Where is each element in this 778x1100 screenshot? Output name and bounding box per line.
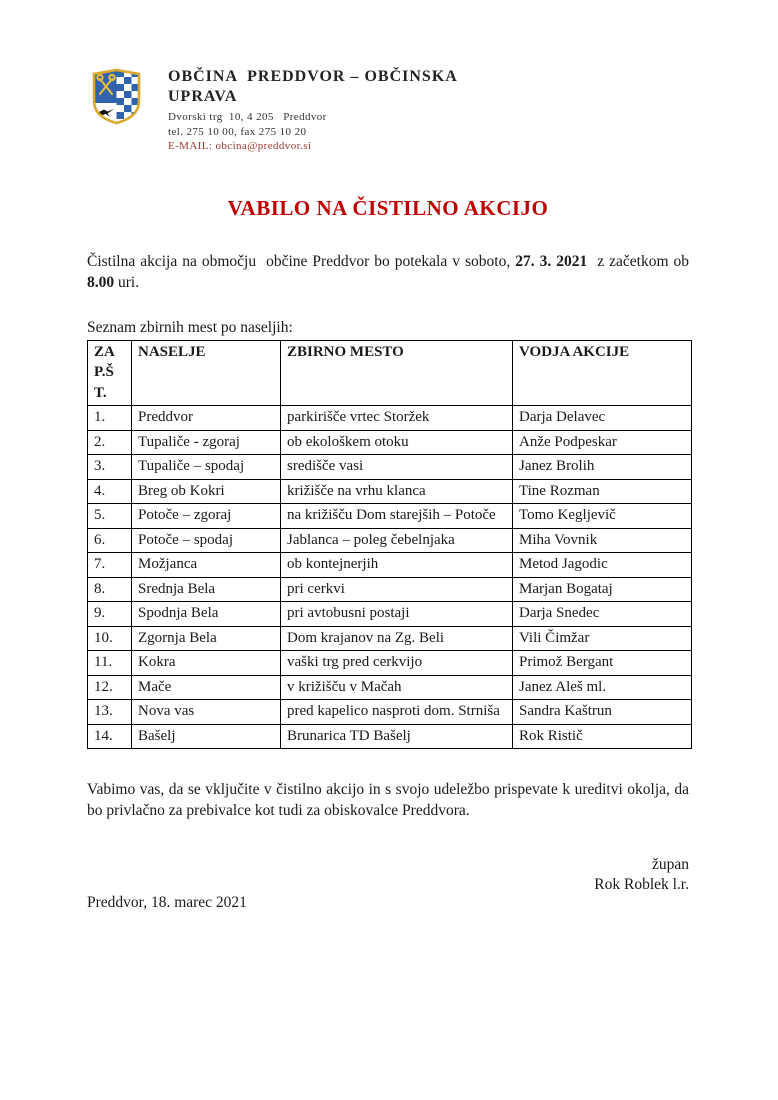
table-row (88, 406, 692, 431)
table-cell: Darja Delavec (513, 406, 692, 431)
table-cell: Mače (132, 675, 281, 700)
org-name-line2: UPRAVA (168, 88, 238, 105)
dateline: Preddvor, 18. marec 2021 (87, 894, 247, 911)
table-cell: ob kontejnerjih (281, 553, 513, 578)
column-header-settlement: NASELJE (132, 340, 281, 406)
table-row (88, 528, 692, 553)
table-cell: Anže Podpeskar (513, 430, 692, 455)
intro-time: 8.00 (87, 273, 115, 291)
table-cell: na križišču Dom starejših – Potoče (281, 504, 513, 529)
phone-line: tel. 275 10 00, fax 275 10 20 (168, 125, 307, 138)
table-cell: 3. (88, 455, 132, 480)
table-cell: Zgornja Bela (132, 626, 281, 651)
table-cell: 6. (88, 528, 132, 553)
table-cell: 11. (88, 651, 132, 676)
table-cell: Spodnja Bela (132, 602, 281, 627)
table-cell: Nova vas (132, 700, 281, 725)
document-content (87, 0, 693, 913)
collection-points-table (87, 340, 692, 750)
table-row (88, 724, 692, 749)
table-caption: Seznam zbirnih mest po naseljih: (87, 318, 293, 336)
table-cell: Jablanca – poleg čebelnjaka (281, 528, 513, 553)
document-title: VABILO NA ČISTILNO AKCIJO (227, 195, 549, 220)
table-cell: Primož Bergant (513, 651, 692, 676)
table-cell: Potoče – zgoraj (132, 504, 281, 529)
table-cell: Miha Vovnik (513, 528, 692, 553)
table-cell: ob ekološkem otoku (281, 430, 513, 455)
table-cell: pri avtobusni postaji (281, 602, 513, 627)
table-row (88, 651, 692, 676)
table-row (88, 504, 692, 529)
table-cell: 5. (88, 504, 132, 529)
table-cell: Brunarica TD Bašelj (281, 724, 513, 749)
table-cell: pri cerkvi (281, 577, 513, 602)
signature-block (87, 855, 689, 895)
table-row (88, 577, 692, 602)
table-cell: 7. (88, 553, 132, 578)
column-header-leader: VODJA AKCIJE (513, 340, 692, 406)
table-cell: Rok Ristič (513, 724, 692, 749)
table-cell: križišče na vrhu klanca (281, 479, 513, 504)
table-row (88, 479, 692, 504)
table-cell: Preddvor (132, 406, 281, 431)
table-body (88, 406, 692, 749)
table-row (88, 700, 692, 725)
address-line: Dvorski trg 10, 4 205 Preddvor (168, 111, 327, 123)
table-cell: Možjanca (132, 553, 281, 578)
table-cell: Janez Aleš ml. (513, 675, 692, 700)
table-cell: Metod Jagodic (513, 553, 692, 578)
intro-date: 27. 3. 2021 (515, 252, 588, 270)
table-cell: Tine Rozman (513, 479, 692, 504)
table-row (88, 553, 692, 578)
table-cell: Janez Brolih (513, 455, 692, 480)
table-cell: v križišču v Mačah (281, 675, 513, 700)
table-row (88, 455, 692, 480)
table-cell: Darja Snedec (513, 602, 692, 627)
table-cell: Vili Čimžar (513, 626, 692, 651)
table-row (88, 626, 692, 651)
table-cell: Tupaliče – spodaj (132, 455, 281, 480)
table-header-row (88, 340, 692, 406)
table-cell: 13. (88, 700, 132, 725)
table-cell: Breg ob Kokri (132, 479, 281, 504)
table-cell: 8. (88, 577, 132, 602)
table-cell: Marjan Bogataj (513, 577, 692, 602)
table-cell: Bašelj (132, 724, 281, 749)
intro-part2: z začetkom ob (587, 252, 693, 270)
table-cell: vaški trg pred cerkvijo (281, 651, 513, 676)
table-cell: Srednja Bela (132, 577, 281, 602)
table-cell: Potoče – spodaj (132, 528, 281, 553)
letterhead-text (168, 67, 458, 154)
column-header-number: ZA P.Š T. (88, 340, 132, 406)
signature-name: Rok Roblek l.r. (594, 876, 689, 893)
intro-part3: uri. (114, 273, 140, 291)
table-row (88, 675, 692, 700)
table-cell: 4. (88, 479, 132, 504)
org-name-line1: OBČINA PREDDVOR – OBČINSKA (168, 68, 458, 85)
table-cell: Sandra Kaštrun (513, 700, 692, 725)
table-cell: Tupaliče - zgoraj (132, 430, 281, 455)
intro-part1: Čistilna akcija na območju občine Preddvor bo potekala v soboto, (87, 252, 516, 270)
table-row (88, 602, 692, 627)
table-cell: pred kapelico nasproti dom. Strniša (281, 700, 513, 725)
table-cell: Dom krajanov na Zg. Beli (281, 626, 513, 651)
table-cell: 1. (88, 406, 132, 431)
table-cell: 2. (88, 430, 132, 455)
column-header-meeting-place: ZBIRNO MESTO (281, 340, 513, 406)
table-cell: 9. (88, 602, 132, 627)
closing-paragraph: Vabimo vas, da se vključite v čistilno akcijo in s svojo udeležbo prispevate k ureditvi okolja, da bo privlačno za prebivalce kot tudi za obiskovalce Preddvora. (87, 781, 689, 819)
signature-role: župan (651, 856, 689, 873)
table-cell: Kokra (132, 651, 281, 676)
intro-paragraph (87, 251, 693, 293)
table-cell: 14. (88, 724, 132, 749)
coat-of-arms-icon (90, 67, 143, 131)
table-cell: 10. (88, 626, 132, 651)
table-cell: parkirišče vrtec Storžek (281, 406, 513, 431)
table-row (88, 430, 692, 455)
table-cell: 12. (88, 675, 132, 700)
table-cell: Tomo Kegljevič (513, 504, 692, 529)
letterhead (87, 67, 689, 154)
table-cell: središče vasi (281, 455, 513, 480)
email-line: E-MAIL: obcina@preddvor.si (168, 140, 312, 152)
